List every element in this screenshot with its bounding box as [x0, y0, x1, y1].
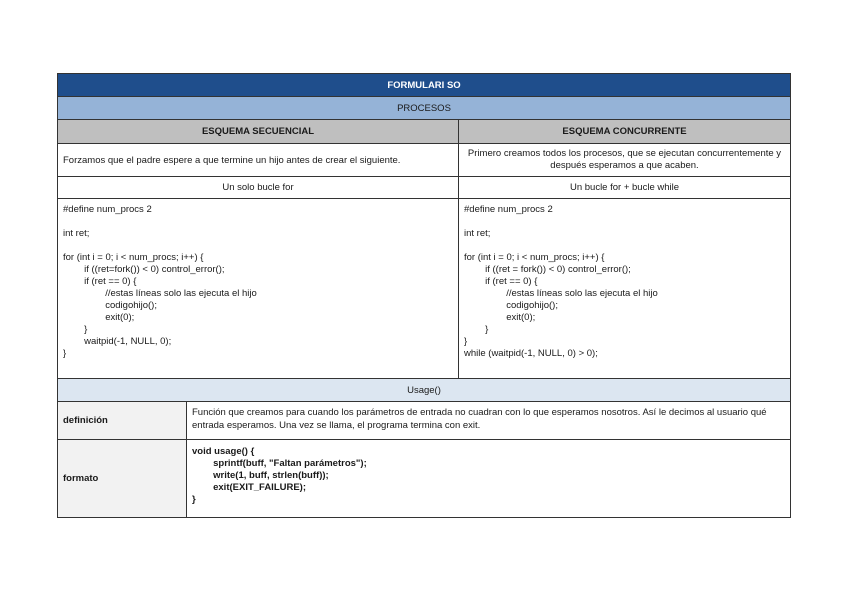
- table-title: FORMULARI SO: [58, 74, 790, 97]
- code-sequential: #define num_procs 2 int ret; for (int i = 0; i < num_procs; i++) { if ((ret=fork()) < 0) control_error(); if (ret == 0) { //estas líneas solo las ejecuta el hijo codigohijo(); exit(0); } waitpid(-1, NULL, 0); }: [58, 199, 459, 378]
- column-headings: [58, 120, 790, 144]
- formulary-table: [57, 73, 791, 518]
- section-title: PROCESOS: [58, 97, 790, 120]
- definition-label: definición: [58, 402, 187, 439]
- loop-concurrent: Un bucle for + bucle while: [569, 182, 680, 193]
- format-label: formato: [58, 440, 187, 517]
- format-code: void usage() { sprintf(buff, "Faltan parámetros"); write(1, buff, strlen(buff)); exit(EXIT_FAILURE); }: [192, 446, 367, 505]
- format-row: [58, 440, 790, 517]
- heading-sequential: ESQUEMA SECUENCIAL: [58, 120, 459, 143]
- description-concurrent: Primero creamos todos los procesos, que se ejecutan concurrentemente y después esperamos a que acaben.: [467, 148, 782, 171]
- loop-row: [58, 177, 790, 199]
- loop-sequential: Un solo bucle for: [58, 177, 459, 198]
- definition-row: [58, 402, 790, 440]
- code-row: [58, 199, 790, 379]
- definition-text: Función que creamos para cuando los parámetros de entrada no cuadran con lo que esperamos nosotros. Así le decimos al usuario qué entrada esperamos. Una vez se llama, el programa termina con exit.: [192, 407, 767, 431]
- description-sequential: Forzamos que el padre espere a que termine un hijo antes de crear el siguiente.: [58, 144, 459, 176]
- usage-heading: Usage(): [58, 379, 790, 402]
- description-row: [58, 144, 790, 177]
- code-concurrent: #define num_procs 2 int ret; for (int i = 0; i < num_procs; i++) { if ((ret = fork()) < 0) control_error(); if (ret == 0) { //estas líneas solo las ejecuta el hijo codigohijo(); exit(0); } } while (waitpid(-1, NULL, 0) > 0);: [464, 204, 658, 359]
- heading-concurrent: ESQUEMA CONCURRENTE: [459, 120, 790, 143]
